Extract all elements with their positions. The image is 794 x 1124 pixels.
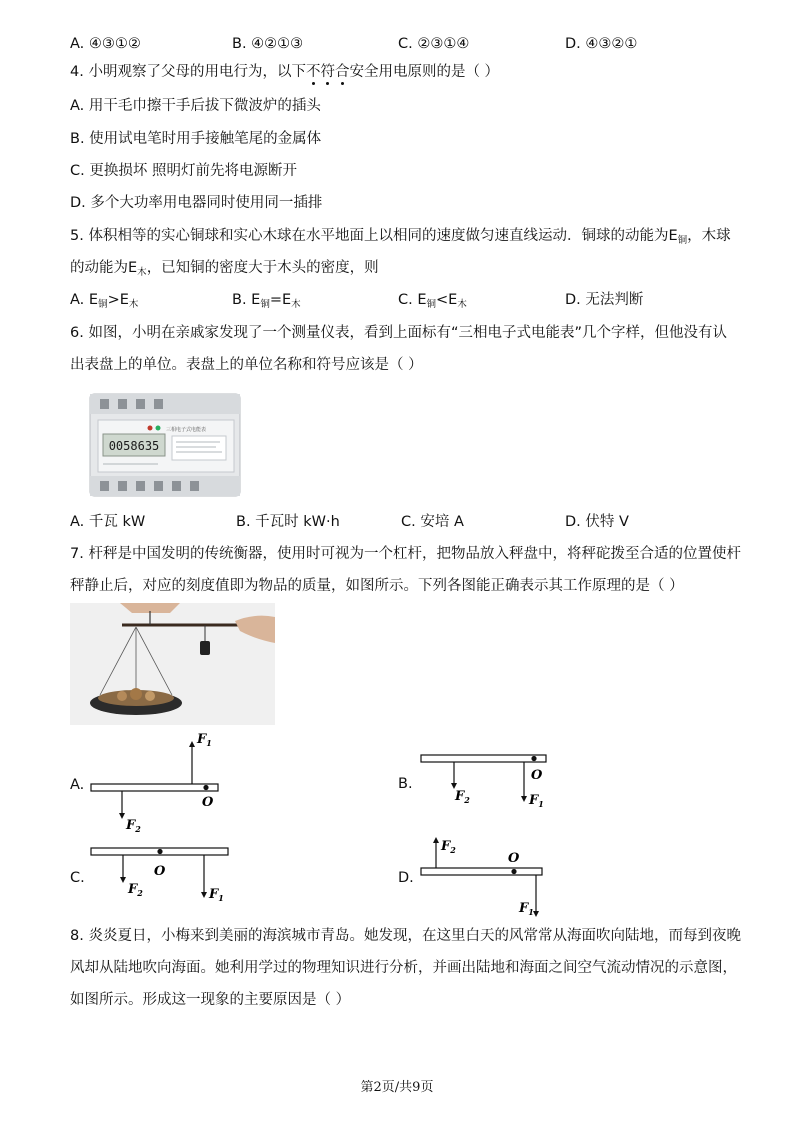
q7-stem-line1: 7. 杆秤是中国发明的传统衡器，使用时可视为一个杠杆，把物品放入秤盘中，将秤砣拨至合适的位置使杆	[70, 546, 741, 562]
q5-stem-line1	[70, 226, 731, 251]
force-label: $F_1$	[209, 887, 224, 903]
q7-diagram-b	[418, 748, 558, 812]
q5-stem-line2	[70, 258, 379, 283]
q5-option-text: B. E	[232, 292, 261, 308]
pivot-point	[511, 869, 516, 874]
q6-stem-line1: 6. 如图，小明在亲戚家发现了一个测量仪表，看到上面标有“三相电子式电能表”几个字样，但他没有认	[70, 325, 727, 341]
lever-bar	[421, 755, 546, 762]
q6-option-d[interactable]: D. 伏特 V	[565, 514, 629, 530]
q5-option-c[interactable]	[398, 290, 467, 315]
q5-option-text: <E	[436, 292, 458, 308]
q5-subscript: 木	[137, 267, 147, 278]
q8-stem-line3: 如图所示。形成这一现象的主要原因是（ ）	[70, 992, 351, 1008]
pivot-label: O	[508, 851, 520, 866]
pivot-label: O	[202, 795, 214, 810]
steelyard-photo	[70, 603, 275, 725]
q5-option-d[interactable]: D. 无法判断	[565, 292, 644, 308]
q4-stem	[70, 62, 499, 82]
q6-option-a[interactable]: A. 千瓦 kW	[70, 514, 146, 530]
q5-stem-text: ，木球	[687, 228, 731, 244]
pivot-point	[203, 785, 208, 790]
q5-option-a[interactable]	[70, 290, 138, 315]
q5-subscript: 铜	[260, 299, 270, 310]
lever-bar	[421, 868, 542, 875]
q5-option-text: C. E	[398, 292, 427, 308]
pivot-label: O	[154, 864, 166, 879]
q4-option-a[interactable]: A. 用干毛巾擦干手后拔下微波炉的插头	[70, 98, 321, 114]
q7-diagram-a	[88, 728, 238, 834]
lever-bar	[91, 784, 218, 791]
q5-option-text: >E	[107, 292, 129, 308]
q3-option-a[interactable]: A. ④③①②	[70, 36, 141, 52]
force-label: $F_2$	[128, 882, 143, 898]
q3-option-d[interactable]: D. ④③②①	[565, 36, 638, 52]
meter-panel-title: 三相电子式电能表	[165, 427, 207, 433]
q5-option-text: A. E	[70, 292, 99, 308]
q6-option-c[interactable]: C. 安培 A	[401, 514, 464, 530]
q7-diagram-b-letter[interactable]: B.	[398, 776, 413, 792]
energy-meter-image	[88, 390, 243, 500]
page-number: 第2页/共9页	[360, 1080, 434, 1095]
q7-diagram-a-letter[interactable]: A.	[70, 777, 85, 793]
q4-emph-1: 不	[305, 64, 321, 80]
q6-option-b[interactable]: B. 千瓦时 kW·h	[236, 514, 340, 530]
q5-subscript: 木	[457, 299, 467, 310]
q4-stem-before: 4. 小明观察了父母的用电行为，以下	[70, 64, 306, 80]
q5-subscript: 木	[291, 299, 301, 310]
force-label: $F_2$	[455, 789, 470, 805]
meter-display-reading: 0058635	[108, 439, 160, 453]
q4-emph-3: 合	[334, 64, 350, 80]
q8-stem-line1: 8. 炎炎夏日，小梅来到美丽的海滨城市青岛。她发现，在这里白天的风常常从海面吹向陆地，而每到夜晚	[70, 928, 741, 944]
q5-option-b[interactable]	[232, 290, 301, 315]
q7-diagram-d	[418, 832, 558, 920]
q3-option-c[interactable]: C. ②③①④	[398, 36, 470, 52]
q6-stem-line2: 出表盘上的单位。表盘上的单位名称和符号应该是（ ）	[70, 357, 423, 373]
q3-option-b[interactable]: B. ④②①③	[232, 36, 304, 52]
q4-option-b[interactable]: B. 使用试电笔时用手接触笔尾的金属体	[70, 131, 322, 147]
force-label: $F_2$	[441, 839, 456, 855]
pivot-label: O	[531, 768, 543, 783]
q5-subscript: 铜	[98, 299, 108, 310]
q5-stem-text: 5. 体积相等的实心铜球和实心木球在水平地面上以相同的速度做匀速直线运动．铜球的动能为E	[70, 228, 678, 244]
q7-diagram-c	[88, 844, 238, 906]
pivot-point	[531, 756, 536, 761]
q8-stem-line2: 风却从陆地吹向海面。她利用学过的物理知识进行分析，并画出陆地和海面之间空气流动情况的示意图，	[70, 960, 737, 976]
force-label: $F_1$	[197, 732, 212, 748]
q7-diagram-c-letter[interactable]: C.	[70, 870, 85, 886]
q5-subscript: 铜	[426, 299, 437, 310]
q5-subscript: 木	[128, 299, 139, 310]
q5-stem-text: ，已知铜的密度大于木头的密度，则	[146, 260, 379, 276]
q4-option-d[interactable]: D. 多个大功率用电器同时使用同一插排	[70, 195, 323, 211]
q5-option-text: =E	[269, 292, 292, 308]
q4-option-c[interactable]: C. 更换损坏 照明灯前先将电源断开	[70, 163, 297, 179]
force-label: $F_1$	[519, 901, 534, 917]
pivot-point	[157, 849, 162, 854]
q5-subscript: 铜	[677, 235, 688, 246]
q7-stem-line2: 秤静止后，对应的刻度值即为物品的质量，如图所示。下列各图能正确表示其工作原理的是（ ）	[70, 578, 684, 594]
force-label: $F_1$	[529, 793, 544, 809]
q4-stem-after: 安全用电原则的是（ ）	[349, 64, 500, 80]
force-label: $F_2$	[126, 818, 141, 834]
q5-stem-text: 的动能为E	[70, 260, 138, 276]
q7-diagram-d-letter[interactable]: D.	[398, 870, 414, 886]
q4-emph-2: 符	[320, 64, 335, 80]
